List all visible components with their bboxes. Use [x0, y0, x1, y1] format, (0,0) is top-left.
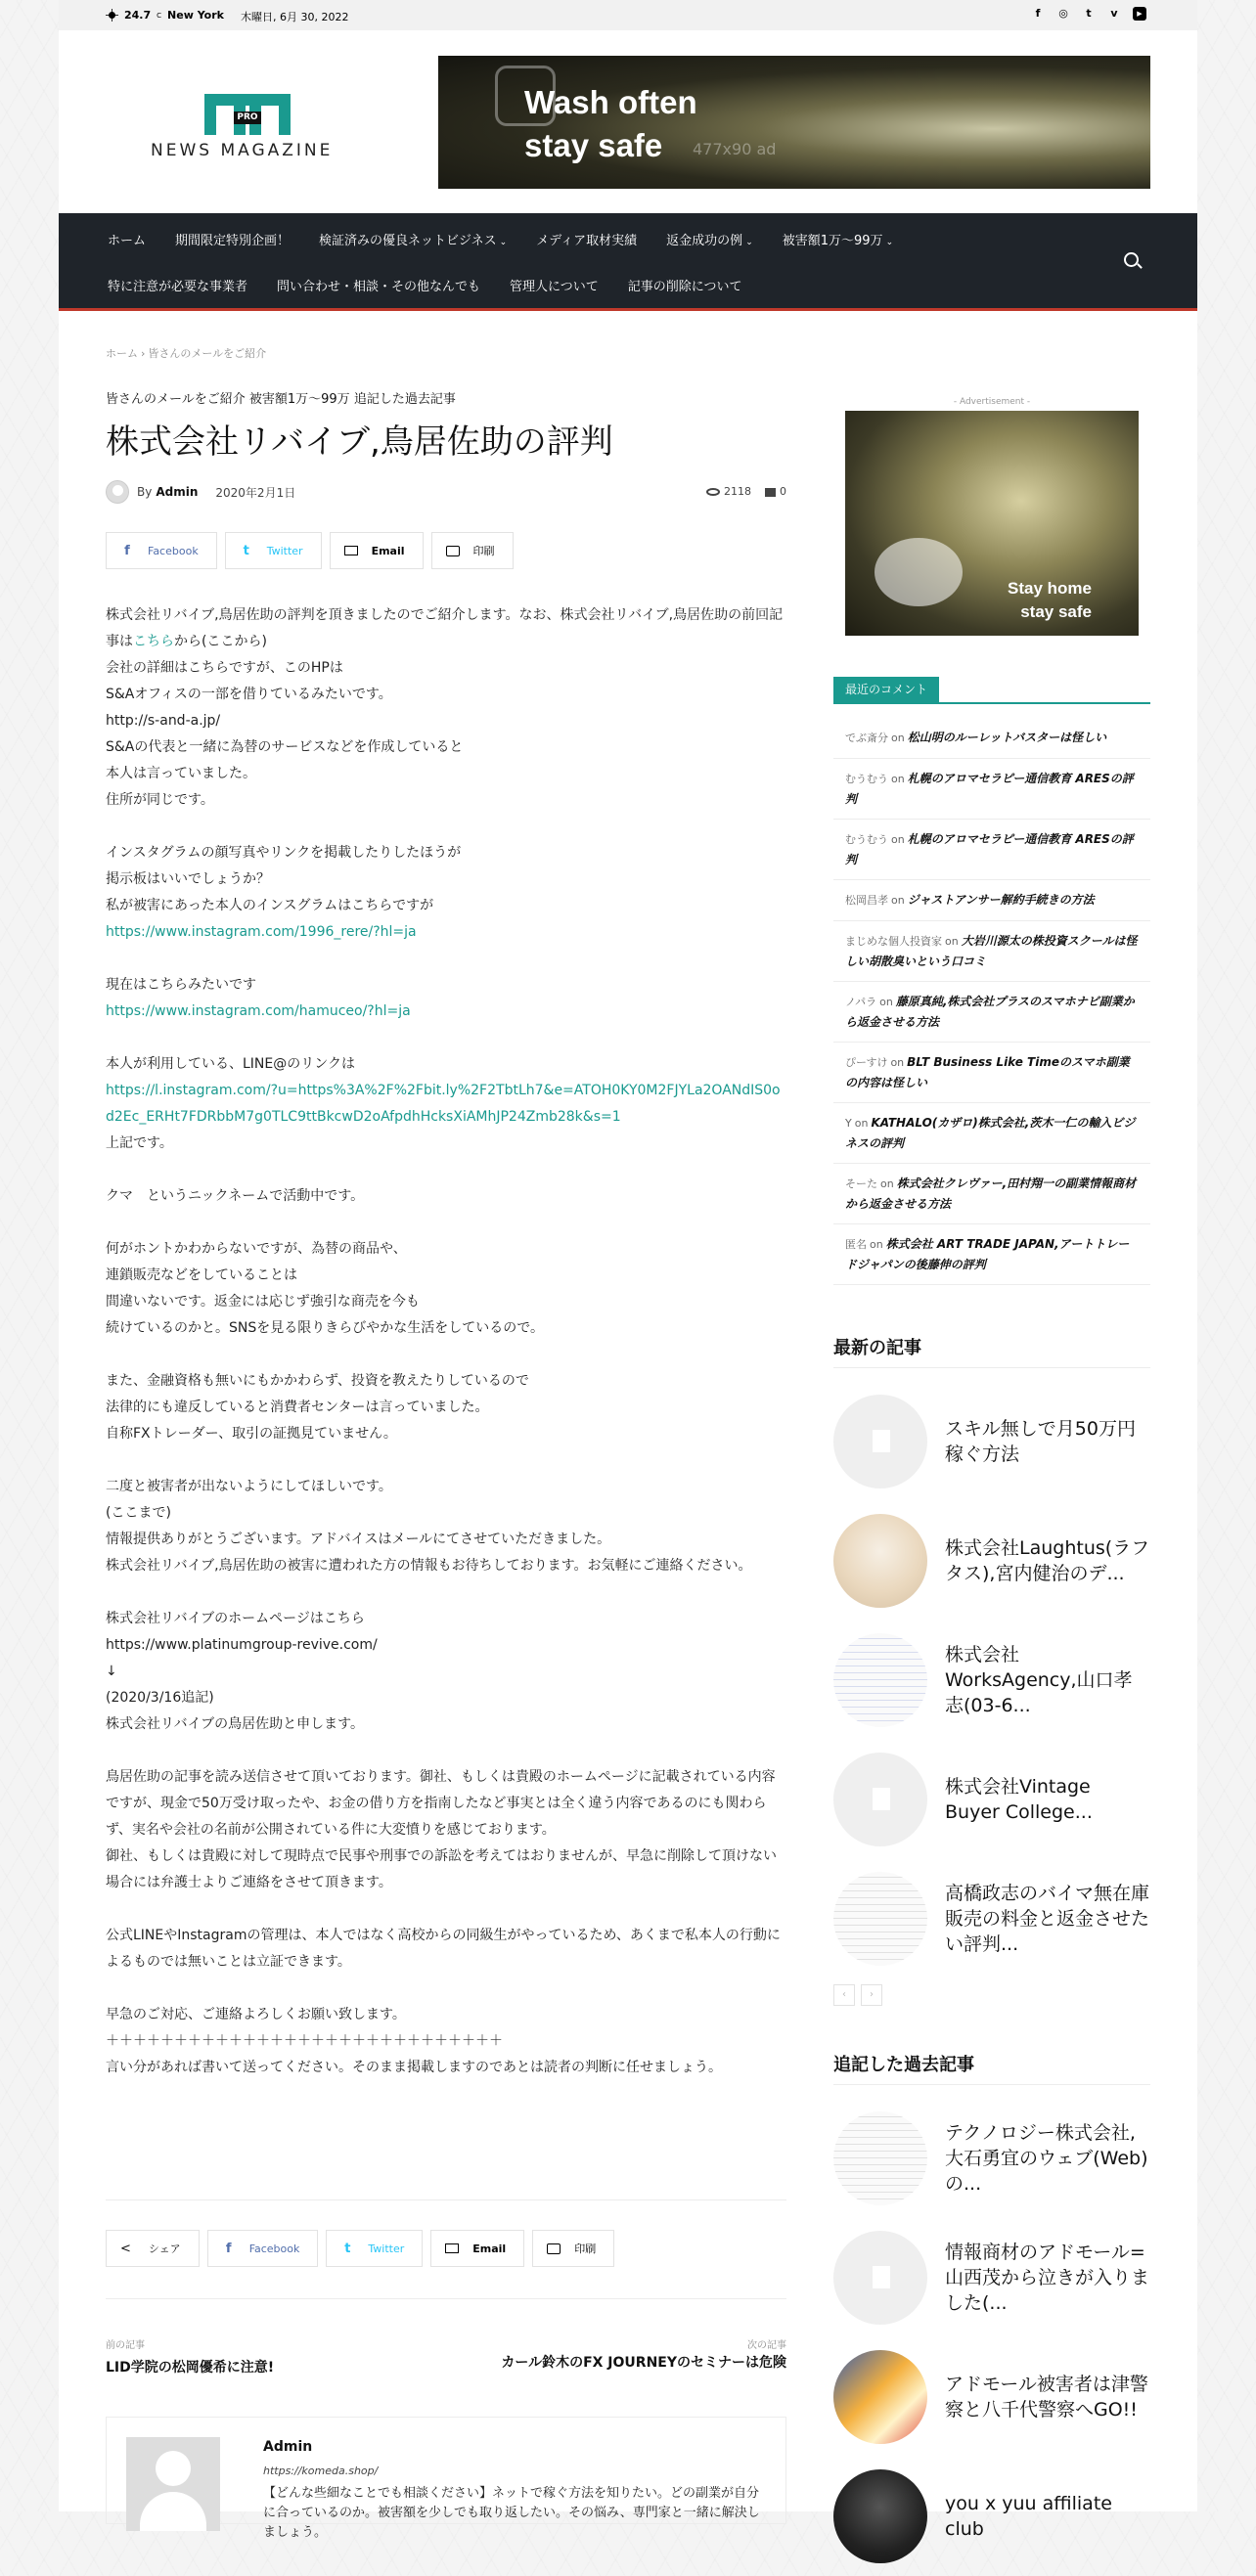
- logo-pro-badge: PRO: [234, 111, 261, 124]
- comment-post-link[interactable]: BLT Business Like Timeのスマホ副業の内容は怪しい: [845, 1055, 1130, 1089]
- breadcrumb: ホーム › 皆さんのメールをご紹介: [106, 347, 267, 360]
- nav-item-caution[interactable]: 特に注意が必要な事業者: [108, 280, 248, 294]
- past-item[interactable]: 情報商材のアドモール=山西茂から泣きが入りました(...: [833, 2218, 1150, 2337]
- past-item[interactable]: you x yuu affiliate club: [833, 2457, 1150, 2576]
- vimeo-icon[interactable]: v: [1110, 7, 1118, 20]
- paragraph-6: 何がホントかわからないですが、為替の商品や、 連鎖販売などをしていることは 間違いないです。返金には応じず強引な商売を今も 続けているのかと。SNSを見る限りきらびやかな生活をしているので。: [106, 1241, 544, 1336]
- comment-post-link[interactable]: ジャストアンサー解約手続きの方法: [907, 893, 1095, 907]
- latest-pager: [833, 1984, 1150, 2006]
- instagram-icon[interactable]: ◎: [1058, 7, 1068, 20]
- thumbnail: [833, 2231, 927, 2325]
- latest-item[interactable]: 株式会社Vintage Buyer College...: [833, 1740, 1150, 1859]
- breadcrumb-home[interactable]: ホーム: [106, 347, 138, 360]
- views-count: 2118: [706, 485, 751, 498]
- paragraph-10: 鳥居佐助の記事を読み送信させて頂いております。御社、もしくは貴殿のホームページに記載されている内容ですが、現金で50万受け取ったや、お金の借り方を指南したなど事実とは全く違う内容であるのにも関わらず、実名や会社の名前が公開されている件に大変憤りを感じております。 御社、もしくは貴殿に対して現時点で民事や刑事での訴訟を考えてはおりませんが、早急に削除して頂けない場合には弁護士よりご連絡をさせて頂きます。: [106, 1769, 777, 1890]
- next-page-button[interactable]: ›: [861, 1984, 882, 2006]
- article-meta: [106, 479, 786, 505]
- paragraph-8: 二度と被害者が出ないようにしてほしいです。 (ここまで) 情報提供ありがとうございます。アドバイスはメールにてさせていただきました。 株式会社リバイブ,鳥居佐助の被害に遭われた方の情報もお待ちしております。お気軽にご連絡ください。: [106, 1479, 752, 1574]
- comment-post-link[interactable]: 株式会社 ART TRADE JAPAN,アートトレードジャパンの後藤伸の評判: [845, 1237, 1130, 1271]
- by-label: By: [137, 485, 153, 499]
- ad-line-1: Wash often: [524, 84, 697, 120]
- top-date: 木曜日, 6月 30, 2022: [241, 11, 349, 23]
- divider: [833, 2084, 1150, 2085]
- print-button[interactable]: 印刷: [431, 532, 514, 569]
- nav-item-damage[interactable]: 被害額1万～99万 ⌄: [782, 234, 894, 248]
- thumbnail: [833, 1395, 927, 1488]
- thumbnail: [833, 2111, 927, 2205]
- chevron-down-icon: ⌄: [745, 238, 753, 247]
- twitter-icon[interactable]: t: [1086, 7, 1092, 20]
- paragraph-11: 公式LINEやInstagramの管理は、本人ではなく高校からの同級生がやっているため、あくまで私本人の行動によるものでは無いことは立証できます。: [106, 1928, 781, 1970]
- email-share-button-bottom[interactable]: Email: [430, 2230, 524, 2267]
- logo-text: NEWS MAGAZINE: [151, 141, 334, 160]
- sidebar-ad-text: Stay home stay safe: [1008, 579, 1092, 621]
- recent-comments-header: 最近のコメント: [833, 677, 1150, 704]
- article-title: 株式会社リバイブ,鳥居佐助の評判: [106, 422, 613, 462]
- comment-post-link[interactable]: KATHALO(カザロ)株式会社,茨木一仁の輸入ビジネスの評判: [845, 1116, 1136, 1150]
- next-article-link[interactable]: カール鈴木のFX JOURNEYのセミナーは危険: [501, 2355, 786, 2371]
- comment-post-link[interactable]: 藤原真純,株式会社プラスのスマホナビ副業から返金させる方法: [845, 995, 1135, 1029]
- nav-item-verified[interactable]: 検証済みの優良ネットビジネス ⌄: [319, 234, 508, 248]
- article-categories[interactable]: 皆さんのメールをご紹介 被害額1万～99万 追記した過去記事: [106, 392, 456, 407]
- weather-city: New York: [167, 9, 224, 22]
- document-icon: [873, 2266, 890, 2288]
- prev-next-nav: [106, 2336, 786, 2376]
- paragraph-12: 早急のご対応、ご連絡よろしくお願い致します。 ＋＋＋＋＋＋＋＋＋＋＋＋＋＋＋＋＋＋＋＋＋＋＋＋＋＋＋＋＋ 言い分があれば書いて送ってください。そのまま掲載しますのであとは読者の判断に任せましょう。: [106, 2007, 722, 2075]
- twitter-icon: t: [243, 543, 249, 558]
- ad-line-2: stay safe: [524, 127, 663, 163]
- share-label: < シェア: [106, 2230, 200, 2267]
- prev-page-button[interactable]: ‹: [833, 1984, 855, 2006]
- document-icon: [873, 1788, 890, 1810]
- comment-icon: [765, 488, 776, 497]
- comment-post-link[interactable]: 札幌のアロマセラピー通信教育 ARESの評判: [845, 772, 1134, 806]
- sidebar-ad[interactable]: [845, 411, 1139, 636]
- paragraph-1: 株式会社リバイブ,鳥居佐助の評判を頂きましたのでご紹介します。なお、株式会社リバイブ,鳥居佐助の前回記事はこちらから(ここから) 会社の詳細はこちらですが、このHPは S&Aオフィスの一部を借りているみたいです。 http://s-and-a.jp/ S&Aの代表と一緒に為替のサービスなどを作成していると 本人は言っていました。 住所が同じです。: [106, 607, 784, 808]
- comment-item: Y on KATHALO(カザロ)株式会社,茨木一仁の輸入ビジネスの評判: [833, 1103, 1150, 1164]
- eye-icon: [706, 488, 720, 496]
- paragraph-5: クマ というニックネームで活動中です。: [106, 1188, 365, 1204]
- paragraph-7: また、金融資格も無いにもかかわらず、投資を教えたりしているので 法律的にも違反していると消費者センターは言っていました。 自称FXトレーダー、取引の証拠見ていません。: [106, 1373, 529, 1442]
- comment-item: 匿名 on 株式会社 ART TRADE JAPAN,アートトレードジャパンの後藤伸の評判: [833, 1224, 1150, 1285]
- latest-item[interactable]: 株式会社Laughtus(ラフタス),宮内健治のデ...: [833, 1501, 1150, 1621]
- top-bar: [59, 0, 1197, 30]
- latest-item[interactable]: スキル無しで月50万円稼ぐ方法: [833, 1382, 1150, 1501]
- facebook-icon[interactable]: f: [1035, 7, 1041, 20]
- share-bar-bottom: [106, 2230, 614, 2267]
- latest-title: 最新の記事: [833, 1338, 921, 1358]
- weather-widget: [106, 9, 224, 22]
- thumbnail: [833, 1872, 927, 1966]
- author-box: [106, 2417, 786, 2540]
- previous-article-link[interactable]: こちら: [133, 634, 174, 649]
- chevron-down-icon: ⌄: [499, 238, 508, 247]
- prev-label: 前の記事: [106, 2340, 145, 2351]
- author-box-desc: 【どんな些細なことでも相談ください】ネットで稼ぐ方法を知りたい。どの副業が自分に合っているのか。被害額を少しでも取り返したい。その悩み、専門家と一緒に解決しましょう。: [263, 2486, 760, 2540]
- email-share-button[interactable]: Email: [330, 532, 424, 569]
- twitter-share-button[interactable]: t Twitter: [225, 532, 322, 569]
- print-button-bottom[interactable]: 印刷: [532, 2230, 614, 2267]
- page-wrapper: [59, 0, 1197, 2540]
- comment-item: ぴーすけ on BLT Business Like Timeのスマホ副業の内容は怪しい: [833, 1043, 1150, 1103]
- dog-image: [875, 538, 963, 606]
- site-logo[interactable]: [151, 94, 342, 160]
- nav-item-delete[interactable]: 記事の削除について: [627, 280, 742, 294]
- thumbnail: [833, 1514, 927, 1608]
- latest-item[interactable]: 株式会社WorksAgency,山口孝志(03-6...: [833, 1621, 1150, 1740]
- thumbnail: [833, 1633, 927, 1727]
- paragraph-3: 現在はこちらみたいです https://www.instagram.com/hamuceo/?hl=ja: [106, 972, 786, 1025]
- comment-post-link[interactable]: 松山明のルーレットバスターは怪しい: [907, 731, 1107, 744]
- document-icon: [873, 1430, 890, 1452]
- thumbnail: [833, 1753, 927, 1846]
- header-ad-banner[interactable]: [438, 56, 1150, 189]
- article: [106, 345, 786, 2108]
- comment-item: 松岡昌孝 on ジャストアンサー解約手続きの方法: [833, 880, 1150, 921]
- nav-item-admin[interactable]: 管理人について: [510, 280, 599, 294]
- ad-headline: [524, 81, 697, 167]
- past-item[interactable]: テクノロジー株式会社,大石勇宜のウェブ(Web)の...: [833, 2099, 1150, 2218]
- sun-icon: [106, 9, 118, 22]
- author-box-name[interactable]: Admin: [263, 2439, 313, 2455]
- latest-section: [833, 1334, 1150, 2006]
- instagram-link-2[interactable]: https://www.instagram.com/hamuceo/?hl=ja: [106, 1003, 411, 1019]
- thumbnail: [833, 2469, 927, 2563]
- nav-row-2: [108, 276, 772, 294]
- comment-item: そーた on 株式会社クレヴァー,田村翔一の副業情報商材から返金させる方法: [833, 1164, 1150, 1224]
- weather-unit: C: [157, 11, 162, 20]
- nav-row-1: [108, 230, 922, 248]
- twitter-share-button-bottom[interactable]: t Twitter: [326, 2230, 423, 2267]
- sidebar: [833, 391, 1150, 2576]
- social-links: [1031, 7, 1146, 21]
- nav-item-special[interactable]: 期間限定特別企画！: [175, 234, 291, 248]
- paragraph-9: 株式会社リバイブのホームページはこちら https://www.platinumgroup-revive.com/ ↓ (2020/3/16追記) 株式会社リバイブの鳥居佐助と申します。: [106, 1611, 378, 1732]
- author-box-url[interactable]: https://komeda.shop/: [263, 2465, 379, 2477]
- thumbnail: [833, 2350, 927, 2444]
- comment-item: でぶ斎分 on 松山明のルーレットバスターは怪しい: [833, 718, 1150, 759]
- facebook-icon: f: [124, 543, 130, 558]
- instagram-link-1[interactable]: https://www.instagram.com/1996_rere/?hl=ja: [106, 924, 417, 940]
- divider: [833, 1367, 1150, 1368]
- youtube-icon[interactable]: ▶: [1133, 7, 1146, 21]
- latest-item[interactable]: 高橋政志のバイマ無在庫販売の料金と返金させたい評判...: [833, 1859, 1150, 1978]
- recent-comments-list: [833, 718, 1150, 1285]
- print-icon: [547, 2243, 561, 2254]
- article-date: 2020年2月1日: [215, 485, 296, 500]
- past-section: [833, 2051, 1150, 2576]
- mail-icon: [445, 2243, 459, 2253]
- latest-list: [833, 1382, 1150, 1978]
- nav-item-media[interactable]: メディア取材実績: [536, 234, 638, 248]
- comment-item: むうむう on 札幌のアロマセラピー通信教育 ARESの評判: [833, 820, 1150, 880]
- comment-item: ノパラ on 藤原真純,株式会社プラスのスマホナビ副業から返金させる方法: [833, 982, 1150, 1043]
- nav-item-refund[interactable]: 返金成功の例 ⌄: [666, 234, 753, 248]
- next-label: 次の記事: [747, 2340, 786, 2351]
- comment-post-link[interactable]: 札幌のアロマセラピー通信教育 ARESの評判: [845, 832, 1134, 866]
- ad-size-label: 477x90 ad: [693, 140, 777, 158]
- breadcrumb-category[interactable]: 皆さんのメールをご紹介: [148, 347, 267, 360]
- past-list: [833, 2099, 1150, 2576]
- author-avatar[interactable]: [126, 2437, 220, 2531]
- past-title: 追記した過去記事: [833, 2055, 974, 2075]
- share-icon: <: [120, 2241, 131, 2256]
- facebook-share-button-bottom[interactable]: f Facebook: [207, 2230, 319, 2267]
- past-item[interactable]: アドモール被害者は津警察と八千代警察へGO!!: [833, 2337, 1150, 2457]
- line-link[interactable]: https://l.instagram.com/?u=https%3A%2F%2Fbit.ly%2F2TbtLh7&e=ATOH0KY0M2FJYLa2OANdIS0od2Ec_ERHt7FDRbbM7g0TLC9ttBkcwD2oAfpdhHcksXiAMhJP24Zmb28k&s=1: [106, 1083, 781, 1125]
- prev-article-link[interactable]: LID学院の松岡優希に注意!: [106, 2360, 275, 2376]
- avatar[interactable]: [106, 480, 129, 504]
- article-body: [106, 602, 786, 2081]
- print-icon: [446, 546, 460, 556]
- divider: [106, 2298, 786, 2299]
- nav-item-contact[interactable]: 問い合わせ・相談・その他なんでも: [277, 280, 481, 294]
- chevron-down-icon: ⌄: [885, 238, 894, 247]
- nav-item-home[interactable]: ホーム: [108, 234, 147, 248]
- divider: [106, 2199, 786, 2200]
- main-nav: [59, 213, 1197, 311]
- twitter-icon: t: [344, 2241, 351, 2256]
- weather-temp: 24.7: [124, 9, 152, 22]
- comment-item: まじめな個人投資家 on 大岩川源太の株投資スクールは怪しい胡散臭いという口コミ: [833, 921, 1150, 982]
- comment-item: むうむう on 札幌のアロマセラピー通信教育 ARESの評判: [833, 759, 1150, 820]
- advertisement-label: - Advertisement -: [953, 397, 1031, 407]
- article-counts: [706, 485, 786, 498]
- mail-icon: [344, 546, 358, 555]
- share-bar-top: [106, 532, 786, 569]
- search-icon[interactable]: [1124, 252, 1139, 267]
- logo-mark: [204, 94, 291, 135]
- comment-post-link[interactable]: 大岩川源太の株投資スクールは怪しい胡散臭いという口コミ: [845, 934, 1138, 968]
- paragraph-2: インスタグラムの顔写真やリンクを掲載したりしたほうが 掲示板はいいでしょうか？ 私が被害にあった本人のインスグラムはこちらですが https://www.instagram.com/1996_rere/?hl=ja: [106, 840, 786, 946]
- comment-post-link[interactable]: 株式会社クレヴァー,田村翔一の副業情報商材から返金させる方法: [845, 1177, 1137, 1211]
- comments-count[interactable]: 0: [765, 485, 786, 498]
- paragraph-4: 本人が利用している、LINE@のリンクは https://l.instagram.com/?u=https%3A%2F%2Fbit.ly%2F2TbtLh7&e=ATOH0KY0M2FJYLa2OANdIS0od2Ec_ERHt7FDRbbM7g0TLC9ttBkcwD2oAfpdhHcksXiAMhJP24Zmb28k&s=1 上記です。: [106, 1051, 786, 1157]
- facebook-icon: f: [225, 2241, 232, 2256]
- facebook-share-button[interactable]: f Facebook: [106, 532, 217, 569]
- author-link[interactable]: Admin: [156, 485, 199, 499]
